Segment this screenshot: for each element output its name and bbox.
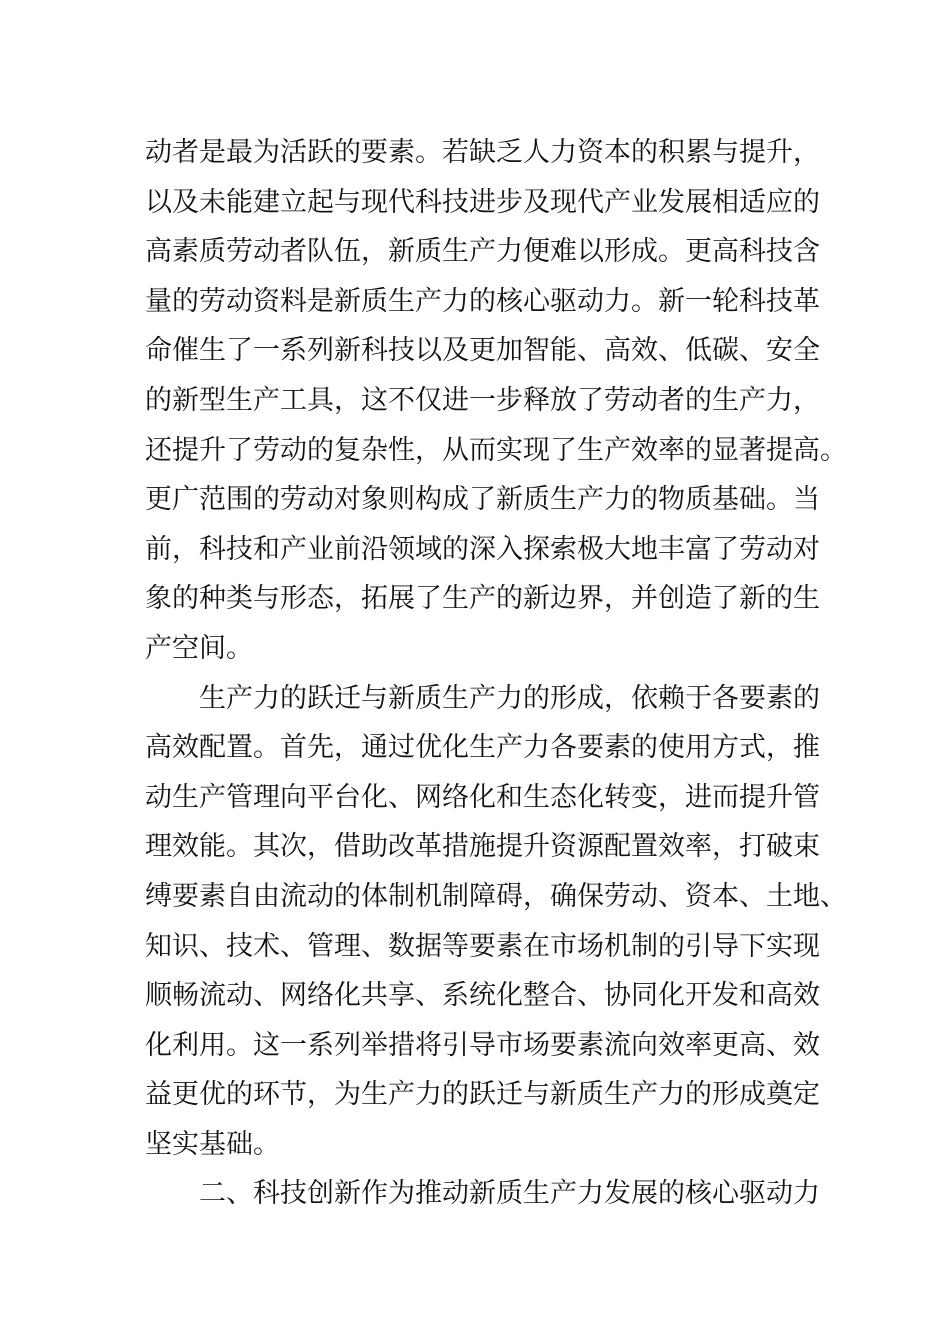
section-heading-text: 二、科技创新作为推动新质生产力发展的核心驱动力 [199,1178,820,1210]
text-line: 更广范围的劳动对象则构成了新质生产力的物质基础。当 [145,484,820,516]
text-line: 象的种类与形态，拓展了生产的新边界，并创造了新的生 [145,583,820,615]
text-line: 理效能。其次，借助改革措施提升资源配置效率，打破束 [145,831,820,863]
paragraph-2 [145,674,847,1170]
document-body [145,128,847,1219]
text-line: 命催生了一系列新科技以及更加智能、高效、低碳、安全 [145,335,820,367]
text-line: 益更优的环节，为生产力的跃迁与新质生产力的形成奠定 [145,1079,820,1111]
text-line: 缚要素自由流动的体制机制障碍，确保劳动、资本、土地、 [145,880,847,912]
text-line: 的新型生产工具，这不仅进一步释放了劳动者的生产力， [145,384,820,416]
text-line: 顺畅流动、网络化共享、系统化整合、协同化开发和高效 [145,980,820,1012]
text-line: 还提升了劳动的复杂性，从而实现了生产效率的显著提高。 [145,434,847,466]
text-line: 化利用。这一系列举措将引导市场要素流向效率更高、效 [145,1029,820,1061]
text-line: 坚实基础。 [145,1128,280,1160]
text-line: 知识、技术、管理、数据等要素在市场机制的引导下实现 [145,930,820,962]
text-line: 高素质劳动者队伍，新质生产力便难以形成。更高科技含 [145,236,820,268]
text-line: 量的劳动资料是新质生产力的核心驱动力。新一轮科技革 [145,285,820,317]
paragraph-1 [145,128,847,674]
text-line: 前，科技和产业前沿领域的深入探索极大地丰富了劳动对 [145,533,820,565]
text-line: 生产力的跃迁与新质生产力的形成，依赖于各要素的 [199,682,820,714]
section-heading [145,1169,820,1219]
text-line: 动者是最为活跃的要素。若缺乏人力资本的积累与提升， [145,137,820,168]
text-line: 动生产管理向平台化、网络化和生态化转变，进而提升管 [145,781,820,813]
text-line: 以及未能建立起与现代科技进步及现代产业发展相适应的 [145,186,820,218]
text-line: 高效配置。首先，通过优化生产力各要素的使用方式，推 [145,732,820,764]
text-line: 产空间。 [145,632,253,664]
